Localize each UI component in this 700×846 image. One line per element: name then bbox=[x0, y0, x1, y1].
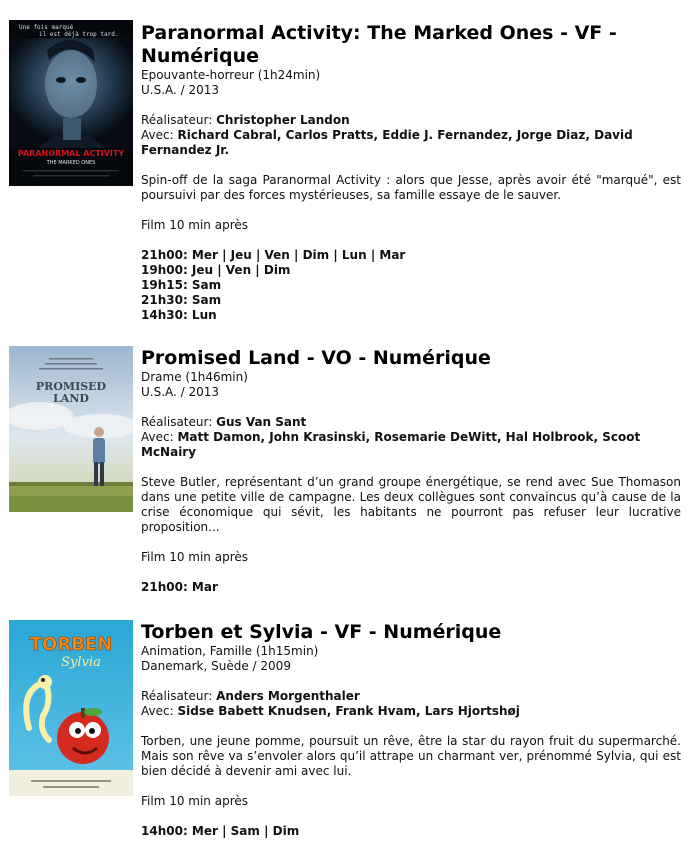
film-genre: Animation, Famille (1h15min) bbox=[141, 644, 319, 658]
poster-subtitle: LAND bbox=[53, 392, 89, 405]
director-name: Christopher Landon bbox=[216, 113, 350, 127]
film-info bbox=[141, 621, 681, 839]
film-cast bbox=[141, 430, 681, 460]
showtime: 21h00: Mar bbox=[141, 580, 218, 594]
director-label: Réalisateur: bbox=[141, 415, 213, 429]
cast-names: Matt Damon, John Krasinski, Rosemarie DeWitt, Hal Holbrook, Scoot McNairy bbox=[141, 430, 641, 459]
film-synopsis: Steve Butler, représentant d’un grand groupe énergétique, se rend avec Sue Thomason dans une petite ville de campagne. Les deux collègues sont convaincus qu’à cause de la crise économique qui sévit, les habitants ne pourront pas refuser leur lucrative proposition... bbox=[141, 475, 681, 534]
showtime: 21h00: Mer | Jeu | Ven | Dim | Lun | Mar bbox=[141, 248, 406, 262]
film-country: Danemark, Suède / 2009 bbox=[141, 659, 291, 673]
film-director bbox=[141, 415, 681, 430]
director-name: Anders Morgenthaler bbox=[216, 689, 360, 703]
film-title[interactable]: Promised Land - VO - Numérique bbox=[141, 347, 491, 369]
film-poster[interactable] bbox=[9, 620, 133, 796]
film-info bbox=[141, 22, 681, 323]
film-note: Film 10 min après bbox=[141, 550, 249, 564]
director-label: Réalisateur: bbox=[141, 113, 213, 127]
cast-names: Richard Cabral, Carlos Pratts, Eddie J. Fernandez, Jorge Diaz, David Fernandez Jr. bbox=[141, 128, 633, 157]
film-title[interactable]: Torben et Sylvia - VF - Numérique bbox=[141, 621, 502, 643]
cast-label: Avec: bbox=[141, 128, 174, 142]
film-synopsis: Torben, une jeune pomme, poursuit un rêve, être la star du rayon fruit du supermarché. Mais son rêve va s’envoler alors qu’il attrape un charmant ver, prénommé Sylvia, qui est bien décidé à devenir ami avec lui. bbox=[141, 734, 681, 778]
film-note: Film 10 min après bbox=[141, 794, 249, 808]
film-note: Film 10 min après bbox=[141, 218, 249, 232]
cast-label: Avec: bbox=[141, 430, 174, 444]
director-label: Réalisateur: bbox=[141, 689, 213, 703]
film-genre: Epouvante-horreur (1h24min) bbox=[141, 68, 321, 82]
film-director bbox=[141, 113, 681, 128]
poster-image bbox=[9, 620, 133, 796]
film-info bbox=[141, 347, 681, 595]
film-genre: Drame (1h46min) bbox=[141, 370, 248, 384]
showtime: 19h00: Jeu | Ven | Dim bbox=[141, 263, 291, 277]
film-cast bbox=[141, 128, 681, 158]
poster-subtitle: THE MARKED ONES bbox=[46, 160, 96, 166]
poster-subtitle: Sylvia bbox=[61, 655, 101, 670]
film-country: U.S.A. / 2013 bbox=[141, 385, 220, 399]
cast-names: Sidse Babett Knudsen, Frank Hvam, Lars Hjortshøj bbox=[177, 704, 520, 718]
film-cast bbox=[141, 704, 681, 719]
showtime: 14h00: Mer | Sam | Dim bbox=[141, 824, 300, 838]
film-director bbox=[141, 689, 681, 704]
film-title[interactable]: Paranormal Activity: The Marked Ones - VF - Numérique bbox=[141, 22, 617, 67]
film-poster[interactable] bbox=[9, 20, 133, 186]
director-name: Gus Van Sant bbox=[216, 415, 307, 429]
film-synopsis: Spin-off de la saga Paranormal Activity : alors que Jesse, après avoir été "marqué", est poursuivi par des forces mystérieuses, sa famille essaye de le sauver. bbox=[141, 173, 681, 202]
poster-title: PARANORMAL ACTIVITY bbox=[17, 149, 125, 158]
poster-title: PROMISED bbox=[35, 380, 107, 393]
showtime: 19h15: Sam bbox=[141, 278, 222, 292]
film-country: U.S.A. / 2013 bbox=[141, 83, 220, 97]
poster-image bbox=[9, 346, 133, 512]
poster-title: TORBEN bbox=[29, 634, 113, 655]
poster-tagline: il est déjà trop tard. bbox=[39, 31, 119, 38]
cast-label: Avec: bbox=[141, 704, 174, 718]
poster-tagline: Une fois marqué bbox=[19, 24, 74, 31]
showtime: 21h30: Sam bbox=[141, 293, 222, 307]
poster-image bbox=[9, 20, 133, 186]
film-poster[interactable] bbox=[9, 346, 133, 512]
showtime: 14h30: Lun bbox=[141, 308, 217, 322]
